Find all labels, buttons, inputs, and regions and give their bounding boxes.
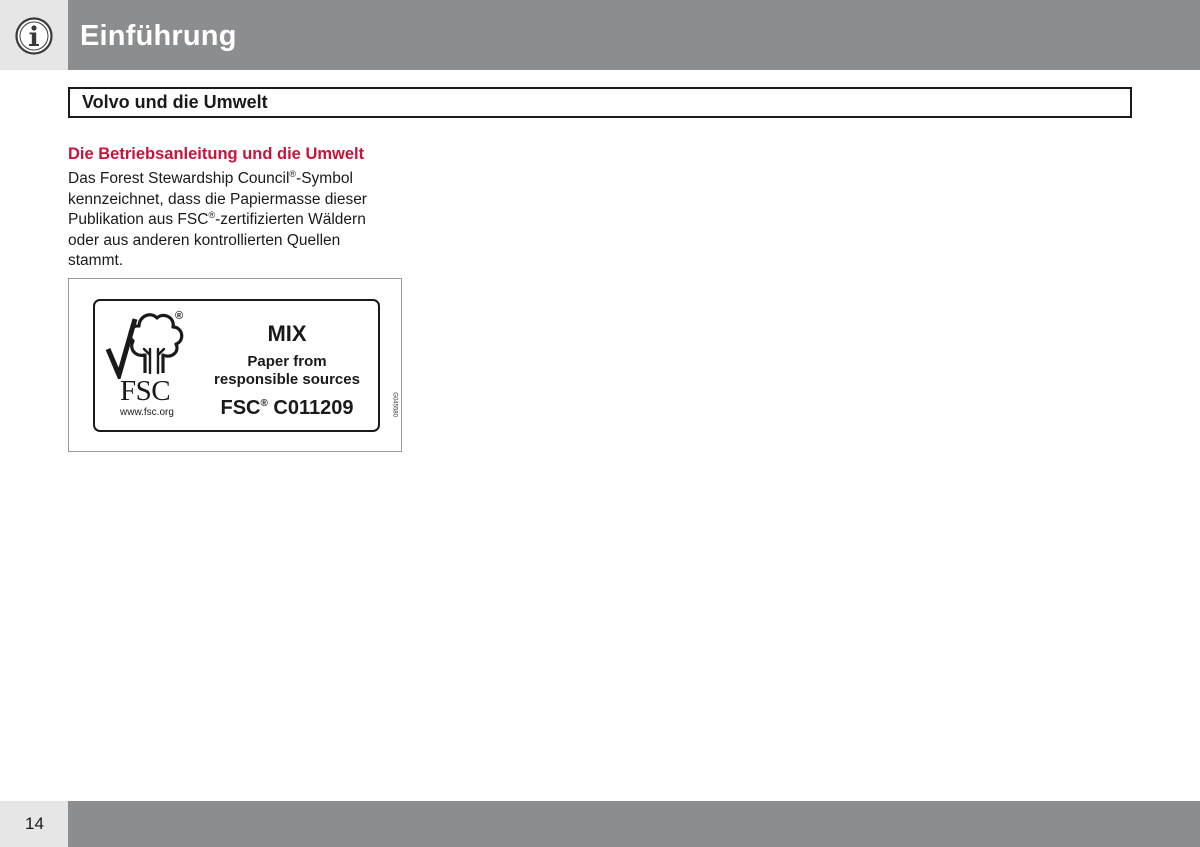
fsc-paper-line2: responsible sources xyxy=(214,371,360,388)
fsc-code-registered-mark: ® xyxy=(260,398,268,409)
fsc-license-code xyxy=(207,397,367,420)
body-text-part2: -Symbol kennzeichnet, dass die Papiermasse dieser Publikation aus FSC xyxy=(68,170,367,228)
article-heading: Die Betriebsanleitung und die Umwelt xyxy=(68,145,365,163)
fsc-code-number: C011209 xyxy=(273,397,354,419)
body-text-part3: -zertifizierten Wäldern oder aus anderen kontrollierten Quellen stammt. xyxy=(68,211,366,269)
fsc-paper-text xyxy=(207,353,367,389)
fsc-paper-line1: Paper from xyxy=(247,353,327,370)
section-title-box xyxy=(68,87,1132,118)
fsc-wordmark: FSC xyxy=(120,375,171,407)
section-title: Volvo und die Umwelt xyxy=(82,92,268,112)
fsc-mix-label: MIX xyxy=(267,321,307,346)
footer-number-box xyxy=(0,801,68,847)
fsc-url: www.fsc.org xyxy=(120,407,174,418)
fsc-figure xyxy=(68,278,402,452)
fsc-label xyxy=(93,299,380,432)
info-icon xyxy=(14,16,54,56)
page-number: 14 xyxy=(25,814,44,833)
article-body xyxy=(68,169,398,272)
fsc-registered-mark: ® xyxy=(175,310,184,322)
body-text-part1: Das Forest Stewardship Council xyxy=(68,170,290,187)
registered-mark: ® xyxy=(289,169,297,179)
figure-code: G045580 xyxy=(392,392,398,417)
header-bar xyxy=(68,0,1200,70)
footer-bar xyxy=(68,801,1200,847)
chapter-title: Einführung xyxy=(80,20,237,52)
fsc-code-prefix: FSC xyxy=(220,397,261,419)
header-icon-box xyxy=(0,0,68,70)
registered-mark: ® xyxy=(208,210,216,220)
